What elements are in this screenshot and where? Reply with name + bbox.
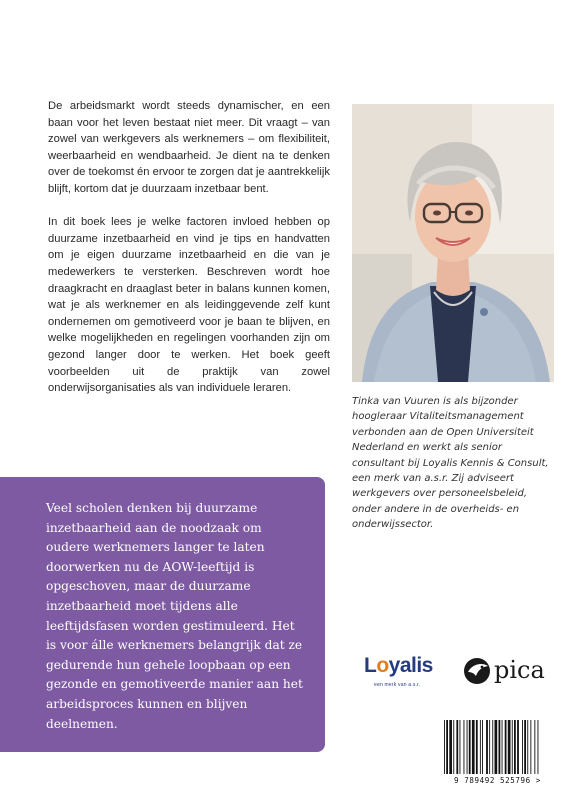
isbn-barcode	[440, 718, 555, 790]
description-paragraph-2: In dit boek lees je welke factoren invloed hebben op duurzame inzetbaarheid en vind je tips en handvatten om je eigen duurzame inzetbaarheid en die van je medewerkers te versterken. Beschreven wordt hoe draagkracht en draaglast beter in balans kunnen komen, wat je als werknemer en als leidinggevende zelf kunt ondernemen om gemotiveerd voor je baan te blijven, en welke mogelijkheden en regelingen voorhanden zijn om gezond langer door te werken. Het boek geeft voorbeelden uit de praktijk van zowel onderwijsorganisaties als van individuele leraren.	[48, 216, 330, 395]
description-text	[48, 98, 330, 413]
pica-logo	[462, 656, 552, 690]
barcode-bars	[440, 718, 555, 776]
pica-wordmark: pica	[494, 656, 545, 684]
loyalis-logo	[358, 652, 458, 700]
loyalis-letters-rest: yalis	[388, 654, 433, 677]
loyalis-letter-o: o	[376, 654, 389, 677]
publisher-logos	[358, 652, 558, 700]
quote-box	[0, 477, 325, 752]
loyalis-tagline: een merk van a.s.r.	[374, 682, 421, 688]
author-bio: Tinka van Vuuren is als bijzonder hoogleraar Vitaliteitsmanagement verbonden aan de Open Universiteit Nederland en werkt als senior consultant bij Loyalis Kennis & Consult, een merk van a.s.r. Zij adviseert werkgevers over personeelsbeleid, onder andere in de overheids- en onderwijssector.	[352, 396, 549, 531]
description-paragraph-1: De arbeidsmarkt wordt steeds dynamischer, en een baan voor het leven bestaat niet meer. Dit vraagt – van zowel van werkgevers als werknemers – om flexibiliteit, weerbaarheid en wendbaarheid. Je dient na te denken over de toekomst én ervoor te zorgen dat je aantrekkelijk blijft, kortom dat je duurzaam inzetbaar bent.	[48, 100, 330, 195]
author-photo	[352, 104, 554, 382]
barcode-digits: 9 789492 525796 >	[454, 776, 541, 785]
loyalis-wordmark	[364, 654, 433, 678]
pica-bird-icon	[462, 656, 492, 686]
quote-text: Veel scholen denken bij duurzame inzetbaarheid aan de noodzaak om oudere werknemers langer te laten doorwerken nu de AOW-leeftijd is opgeschoven, maar de duurzame inzetbaarheid moet tijdens alle leeftijdsfasen worden gestimuleerd. Het is voor álle werknemers belangrijk dat ze gedurende hun gehele loopbaan op een gezonde en gemotiveerde manier aan het arbeidsproces kunnen en blijven deelnemen.	[46, 501, 303, 731]
loyalis-letter-l: L	[364, 654, 377, 677]
